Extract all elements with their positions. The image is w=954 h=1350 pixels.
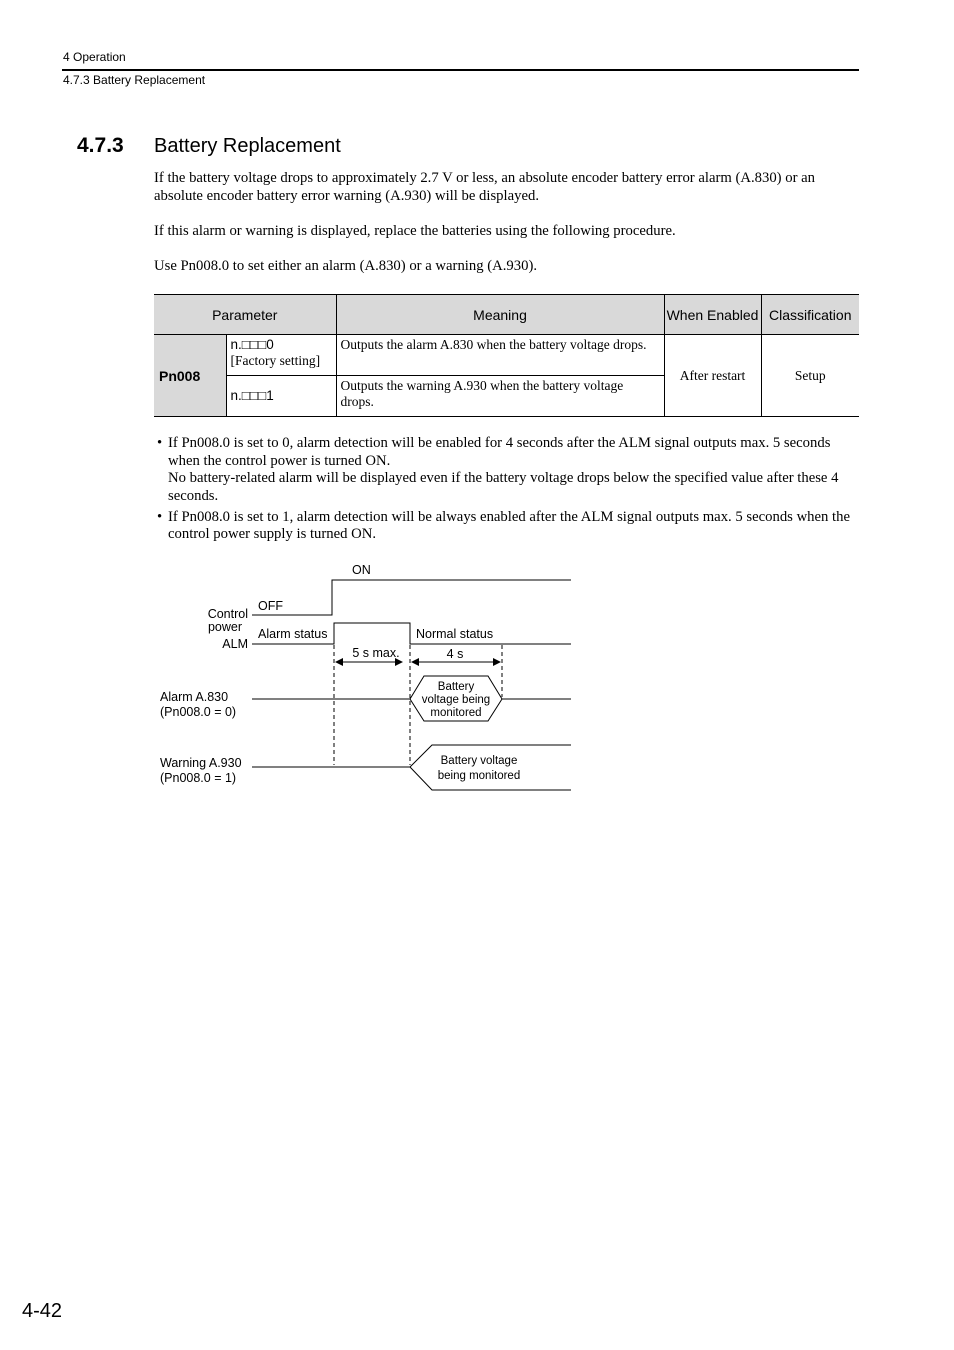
label-power: power (207, 620, 242, 634)
label-4s: 4 s (446, 647, 464, 661)
label-monitored: monitored (430, 707, 482, 719)
classification-cell: Setup (761, 335, 859, 417)
when-enabled-cell: After restart (664, 335, 761, 417)
bullet-text: If Pn008.0 is set to 1, alarm detection will be always enabled after the ALM signal outputs max. 5 seconds when the control power supply is turned ON. (168, 508, 850, 542)
section-number: 4.7.3 (77, 134, 124, 157)
label-on: ON (352, 563, 371, 577)
bullet-text: If Pn008.0 is set to 0, alarm detection will be enabled for 4 seconds after the ALM signal outputs max. 5 seconds when the control power is turned ON. (168, 435, 831, 469)
parameter-table (154, 294, 859, 417)
bullet-text-continued: No battery-related alarm will be displayed even if the battery voltage drops below the specified value after these 4 seconds. (168, 470, 839, 504)
table-header-row (154, 295, 859, 335)
paragraph-use-pn008: Use Pn008.0 to set either an alarm (A.830) or a warning (A.930). (154, 258, 538, 274)
label-alarm-a830-param: (Pn008.0 = 0) (160, 705, 237, 719)
label-5s-max: 5 s max. (352, 646, 400, 660)
header-section: 4.7.3 Battery Replacement (63, 73, 206, 87)
label-normal-status: Normal status (416, 627, 494, 641)
header-parameter: Parameter (154, 295, 336, 335)
setting-value: n.□□□1 (230, 388, 274, 403)
list-item (157, 509, 860, 544)
bullet-icon: • (157, 508, 163, 525)
table-row (154, 335, 859, 376)
warning-a930-signal (252, 745, 571, 790)
label-voltage-being: voltage being (421, 694, 491, 706)
header-rule (62, 69, 859, 71)
label-battery-voltage: Battery voltage (440, 755, 518, 767)
meaning-cell: Outputs the warning A.930 when the battery voltage drops. (336, 376, 664, 417)
parameter-number: Pn008 (154, 335, 226, 417)
meaning-cell: Outputs the alarm A.830 when the battery voltage drops. (336, 335, 664, 376)
label-being-monitored: being monitored (437, 770, 521, 782)
setting-cell (226, 335, 336, 376)
label-off: OFF (258, 599, 283, 613)
page-number: 4-42 (22, 1300, 63, 1322)
setting-note: [Factory setting] (230, 353, 321, 368)
bullet-icon: • (157, 435, 163, 451)
label-alarm-status: Alarm status (258, 627, 328, 641)
header-when-enabled: When Enabled (664, 295, 761, 335)
header-chapter: 4 Operation (63, 50, 126, 64)
list-item (157, 435, 860, 505)
section-title: Battery Replacement (154, 135, 341, 157)
setting-value: n.□□□0 (230, 337, 274, 352)
label-warning-a930: Warning A.930 (160, 756, 242, 770)
label-alm: ALM (222, 637, 248, 651)
label-control: Control (207, 607, 248, 621)
setting-cell (226, 376, 336, 417)
header-meaning: Meaning (336, 295, 664, 335)
label-alarm-a830: Alarm A.830 (160, 690, 229, 704)
timing-diagram (0, 550, 954, 810)
control-power-signal (252, 580, 571, 615)
paragraph-replace-batteries: If this alarm or warning is displayed, replace the batteries using the following procedure. (154, 223, 676, 239)
paragraph-battery-voltage: If the battery voltage drops to approximately 2.7 V or less, an absolute encoder battery error alarm (A.830) or an absolute encoder battery error warning (A.930) will be displayed. (154, 170, 815, 204)
label-warning-a930-param: (Pn008.0 = 1) (160, 771, 237, 785)
header-classification: Classification (761, 295, 859, 335)
bullet-list (157, 435, 860, 547)
label-battery: Battery (437, 681, 475, 693)
